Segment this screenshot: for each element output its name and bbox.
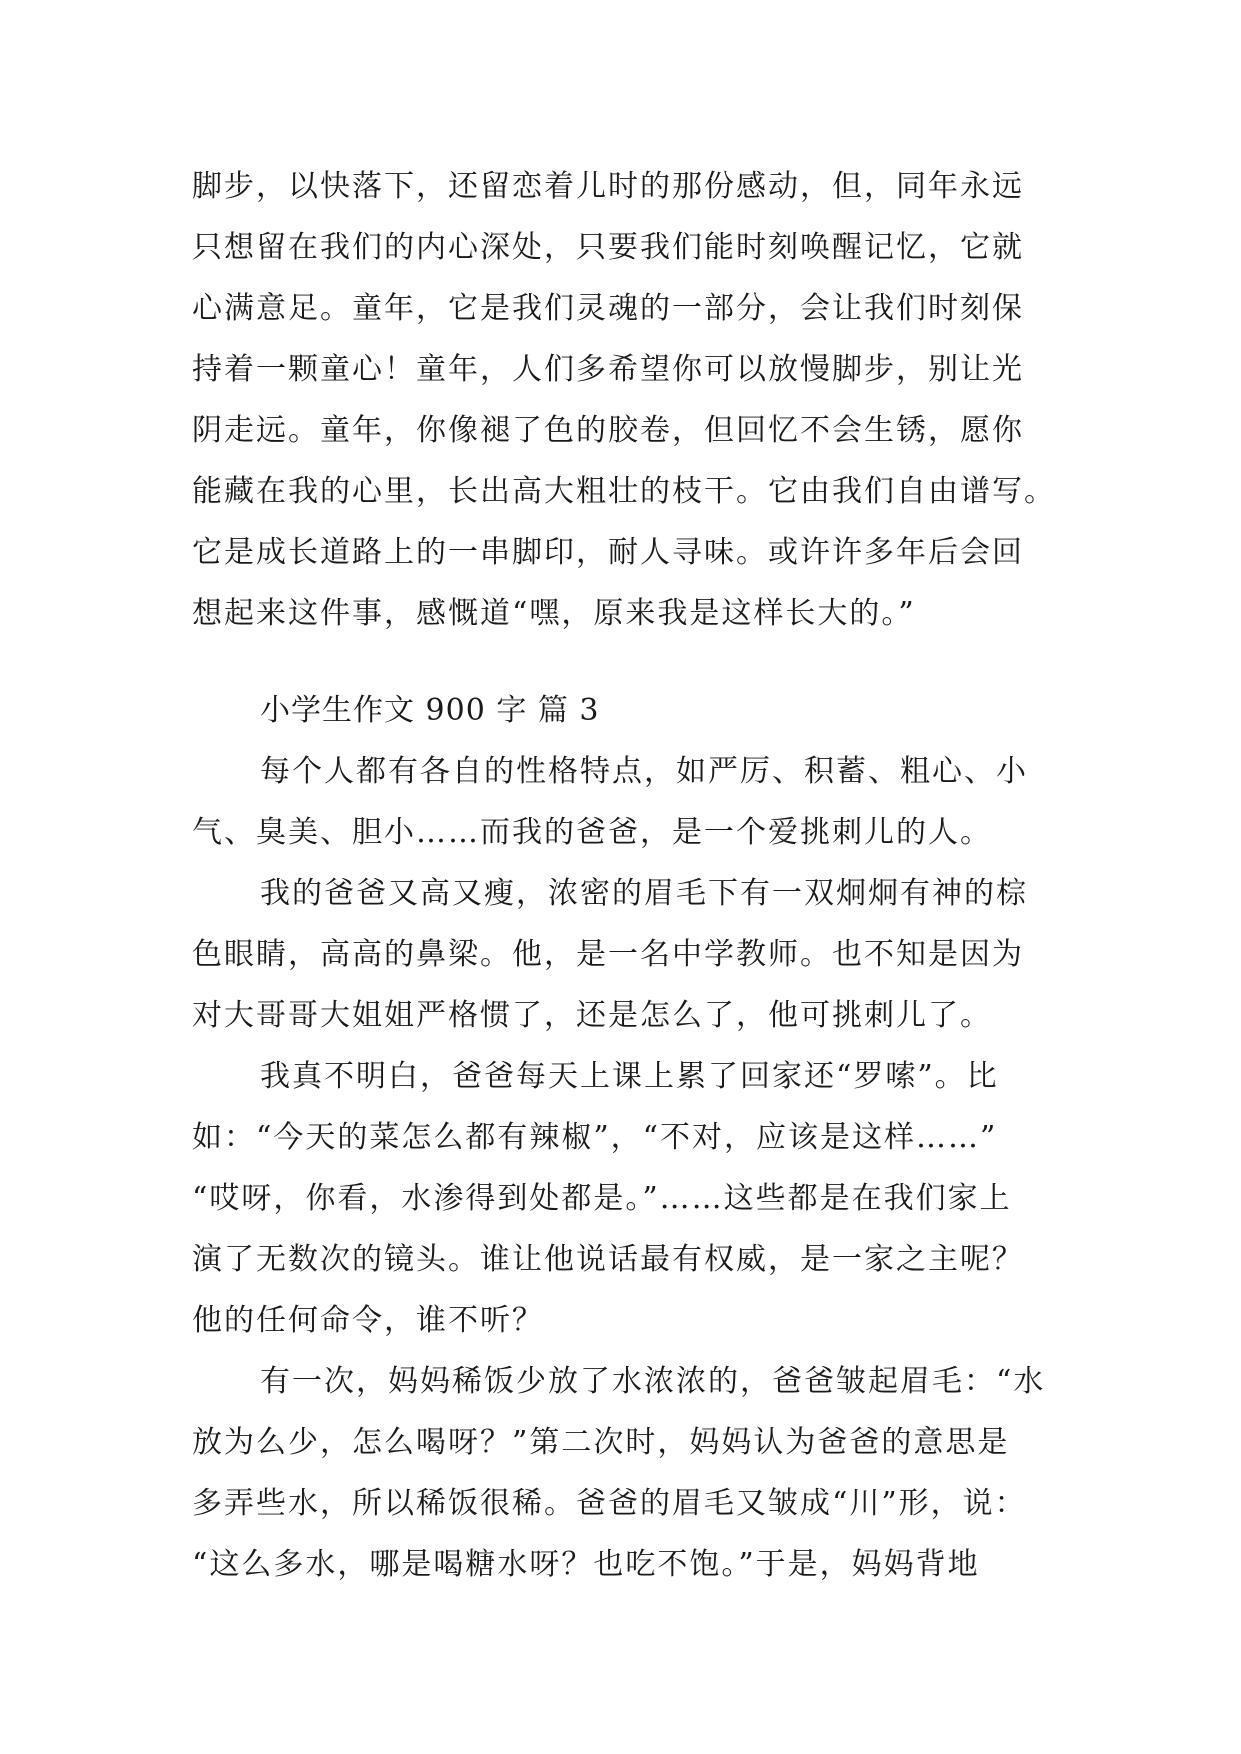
- text-line: “哎呀，你看，水渗得到处都是。”……这些都是在我们家上: [192, 1181, 1012, 1216]
- text-line: 心满意足。童年，它是我们灵魂的一部分，会让我们时刻保: [192, 291, 1024, 326]
- text-line: 他的任何命令，谁不听？: [192, 1303, 544, 1338]
- text-line: “这么多水，哪是喝糖水呀？也吃不饱。”于是，妈妈背地: [192, 1547, 980, 1582]
- paragraph: [192, 1046, 1062, 1351]
- text-line: 气、臭美、胆小……而我的爸爸，是一个爱挑刺儿的人。: [192, 815, 992, 850]
- text-line: 阴走远。童年，你像褪了色的胶卷，但回忆不会生锈，愿你: [192, 413, 1024, 448]
- text-line: 对大哥哥大姐姐严格惯了，还是怎么了，他可挑刺儿了。: [192, 998, 992, 1033]
- paragraph: [192, 1351, 1062, 1595]
- text-line: 只想留在我们的内心深处，只要我们能时刻唤醒记忆，它就: [192, 230, 1024, 265]
- text-line: 持着一颗童心！童年，人们多希望你可以放慢脚步，别让光: [192, 352, 1024, 387]
- text-line: 想起来这件事，感慨道“嘿，原来我是这样长大的。”: [192, 596, 916, 631]
- previous-paragraph: [192, 156, 1062, 644]
- text-line: 能藏在我的心里，长出高大粗壮的枝干。它由我们自由谱写。: [192, 474, 1056, 509]
- text-line: 有一次，妈妈稀饭少放了水浓浓的，爸爸皱起眉毛：“水: [260, 1364, 1046, 1399]
- paragraph: [192, 741, 1062, 863]
- text-line: 演了无数次的镜头。谁让他说话最有权威，是一家之主呢？: [192, 1242, 1024, 1277]
- text-line: 放为么少，怎么喝呀？”第二次时，妈妈认为爸爸的意思是: [192, 1425, 1010, 1460]
- text-line: 脚步，以快落下，还留恋着儿时的那份感动，但，同年永远: [192, 169, 1024, 204]
- section-heading: 小学生作文 900 字 篇 3: [260, 693, 600, 728]
- text-line: 它是成长道路上的一串脚印，耐人寻味。或许许多年后会回: [192, 535, 1024, 570]
- text-line: 我的爸爸又高又瘦，浓密的眉毛下有一双炯炯有神的棕: [260, 876, 1028, 911]
- text-line: 色眼睛，高高的鼻梁。他，是一名中学教师。也不知是因为: [192, 937, 1024, 972]
- paragraph: [192, 863, 1062, 1046]
- text-line: 每个人都有各自的性格特点，如严厉、积蓄、粗心、小: [260, 754, 1028, 789]
- text-line: 多弄些水，所以稀饭很稀。爸爸的眉毛又皱成“川”形，说：: [192, 1486, 1027, 1521]
- text-line: 如：“今天的菜怎么都有辣椒”，“不对，应该是这样……”: [192, 1120, 998, 1155]
- essay-section: [192, 680, 1062, 1595]
- text-line: 我真不明白，爸爸每天上课上累了回家还“罗嗦”。比: [260, 1059, 999, 1094]
